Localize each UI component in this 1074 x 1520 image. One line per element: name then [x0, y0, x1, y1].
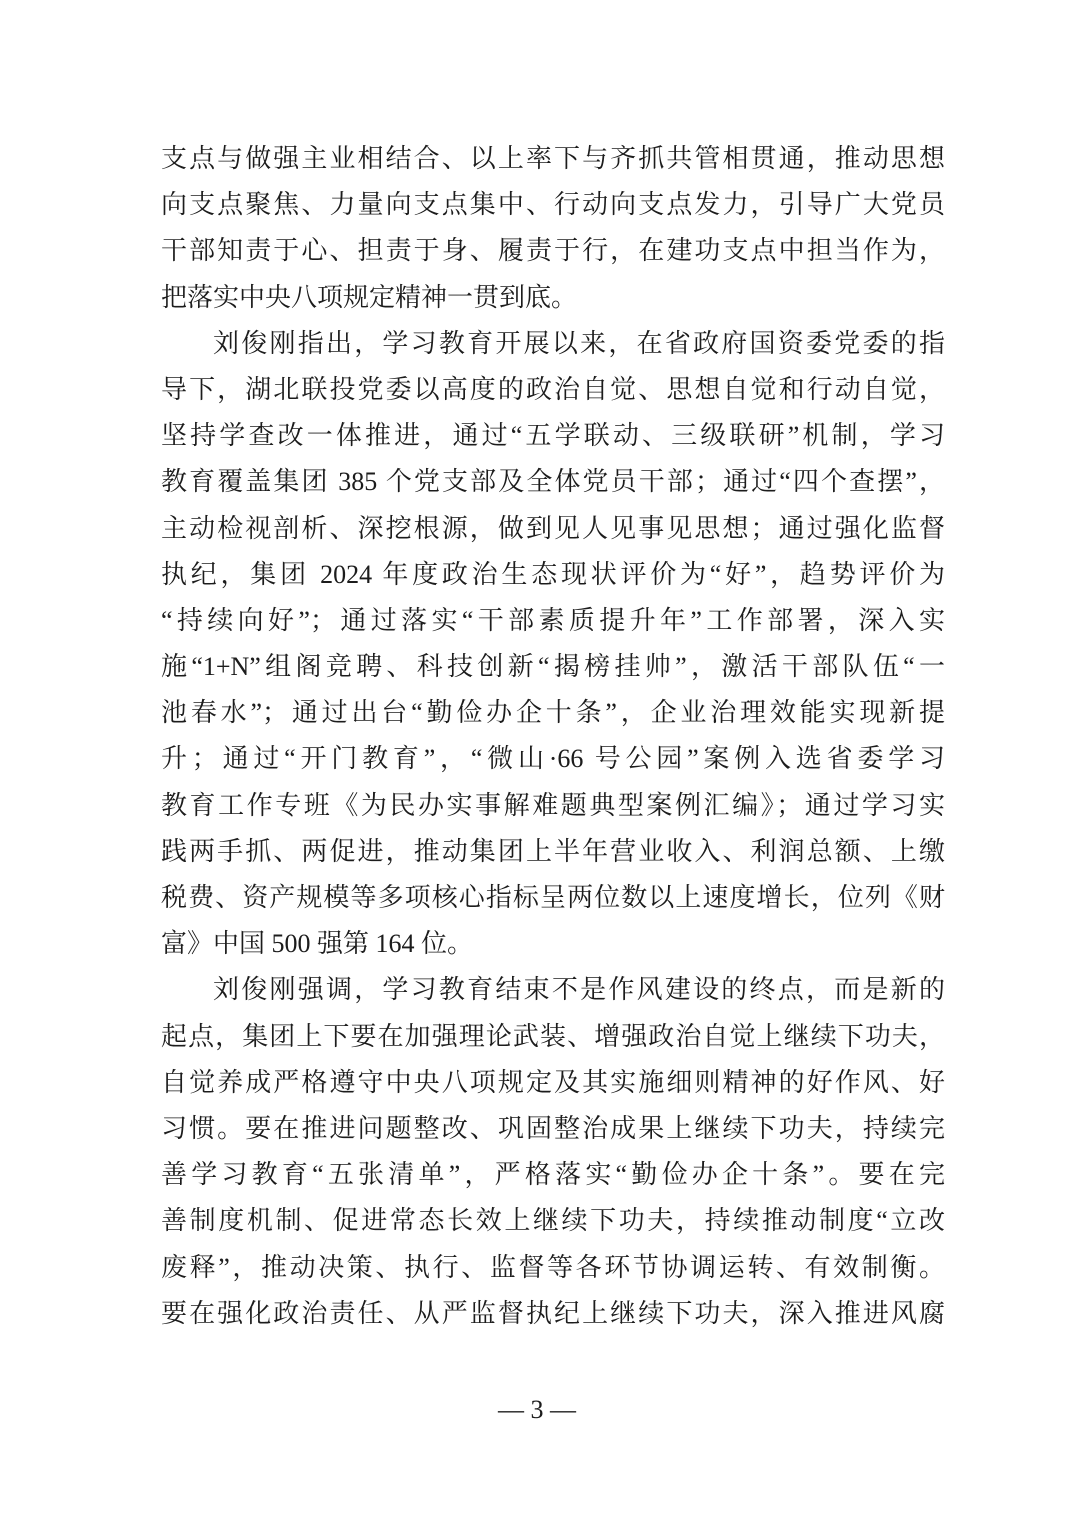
text-line: 要在强化政治责任、从严监督执纪上继续下功夫，深入推进风腐	[161, 1298, 945, 1328]
text-line: 升；通过“开门教育”，“微山·66 号公园”案例入选省委学习	[161, 744, 945, 774]
text-line: 刘俊刚指出，学习教育开展以来，在省政府国资委党委的指	[213, 328, 945, 358]
text-line: 教育工作专班《为民办实事解难题典型案例汇编》；通过学习实	[161, 790, 945, 820]
paragraph-1	[161, 136, 945, 321]
text-line: 善学习教育“五张清单”，严格落实“勤俭办企十条”。要在完	[161, 1160, 945, 1190]
text-line: 支点与做强主业相结合、以上率下与齐抓共管相贯通，推动思想	[161, 144, 945, 173]
text-line: 池春水”；通过出台“勤俭办企十条”，企业治理效能实现新提	[161, 698, 945, 728]
page-number: — 3 —	[498, 1395, 576, 1424]
text-line: 教育覆盖集团 385 个党支部及全体党员干部；通过“四个查摆”，	[161, 467, 945, 497]
text-line: 干部知责于心、担责于身、履责于行，在建功支点中担当作为，	[161, 236, 945, 266]
text-line: 废释”，推动决策、执行、监督等各环节协调运转、有效制衡。	[161, 1252, 945, 1282]
text-line: 施“1+N”组阁竞聘、科技创新“揭榜挂帅”，激活干部队伍“一	[161, 652, 945, 682]
text-line: 善制度机制、促进常态长效上继续下功夫，持续推动制度“立改	[161, 1206, 945, 1236]
text-line: 刘俊刚强调，学习教育结束不是作风建设的终点，而是新的	[213, 975, 945, 1005]
paragraph-3	[161, 967, 945, 1337]
text-line: 习惯。要在推进问题整改、巩固整治成果上继续下功夫，持续完	[161, 1113, 945, 1143]
text-line: 主动检视剖析、深挖根源，做到见人见事见思想；通过强化监督	[161, 513, 945, 543]
paragraph-2	[161, 321, 945, 968]
text-line: 富》中国 500 强第 164 位。	[161, 929, 474, 959]
text-line: 执纪，集团 2024 年度政治生态现状评价为“好”，趋势评价为	[161, 559, 945, 589]
text-line: 导下，湖北联投党委以高度的政治自觉、思想自觉和行动自觉，	[161, 374, 945, 404]
text-line: 坚持学查改一体推进，通过“五学联动、三级联研”机制，学习	[161, 421, 945, 451]
text-line: 向支点聚焦、力量向支点集中、行动向支点发力，引导广大党员	[161, 190, 945, 220]
text-line: 起点，集团上下要在加强理论武装、增强政治自觉上继续下功夫，	[161, 1021, 945, 1051]
text-line: 税费、资产规模等多项核心指标呈两位数以上速度增长，位列《财	[161, 883, 945, 912]
text-line: “持续向好”；通过落实“干部素质提升年”工作部署，深入实	[161, 605, 945, 635]
page-footer	[0, 1390, 1074, 1430]
text-line: 自觉养成严格遵守中央八项规定及其实施细则精神的好作风、好	[161, 1067, 945, 1097]
text-line: 把落实中央八项规定精神一贯到底。	[161, 282, 578, 312]
document-body	[161, 136, 945, 1337]
text-line: 践两手抓、两促进，推动集团上半年营业收入、利润总额、上缴	[161, 836, 945, 866]
